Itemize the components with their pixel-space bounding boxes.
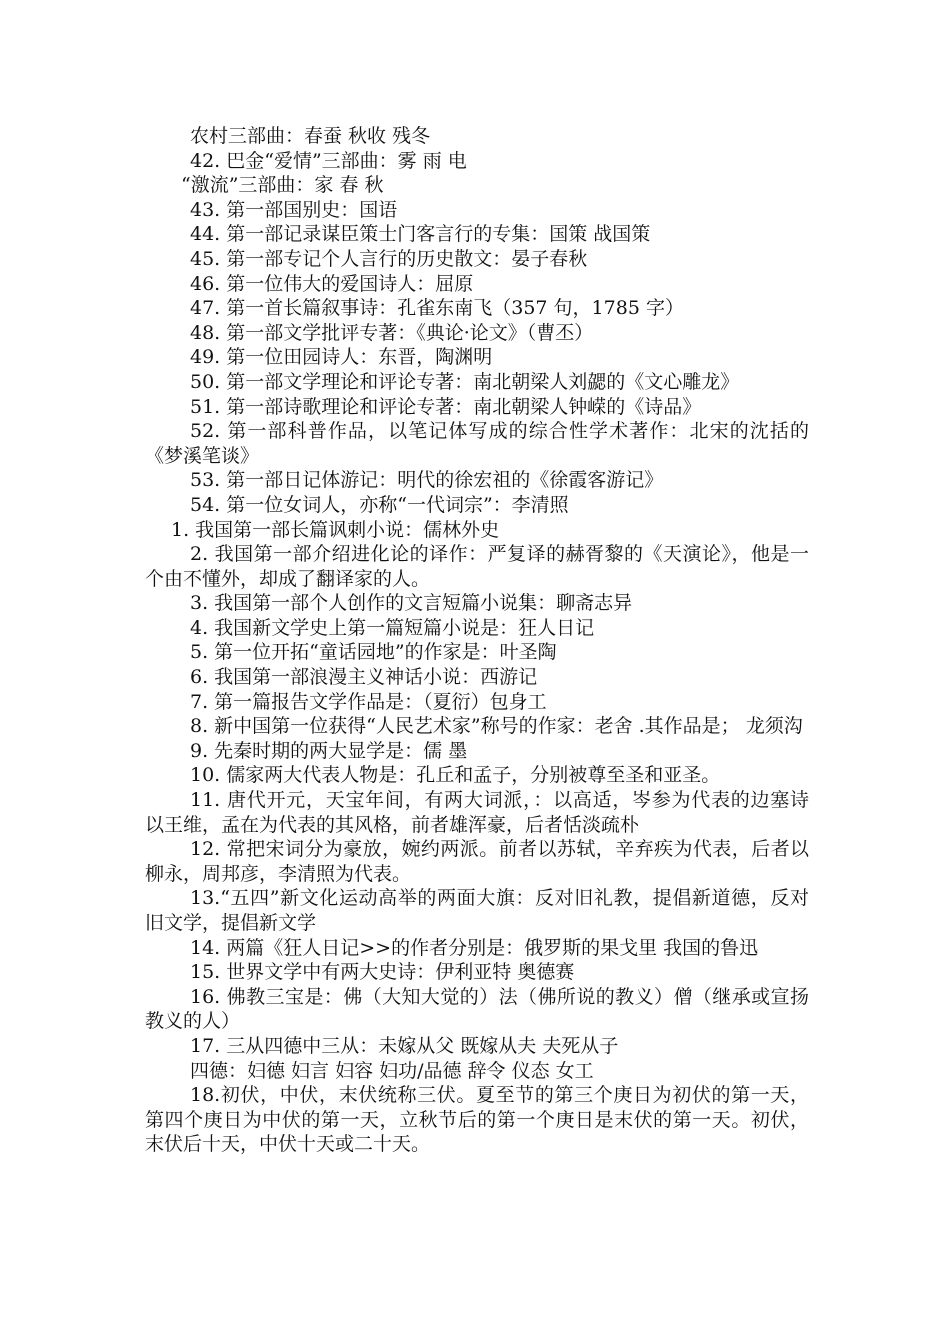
document-paragraph: 45. 第一部专记个人言行的历史散文：晏子春秋 xyxy=(190,247,588,270)
document-paragraph: 11. 唐代开元，天宝年间，有两大词派，：以高适，岑参为代表的边塞诗 以王维，孟在为代表的其风格，前者雄浑豪，后者恬淡疏朴 xyxy=(145,789,809,836)
document-paragraph: 47. 第一首长篇叙事诗：孔雀东南飞（357 句，1785 字） xyxy=(190,297,684,320)
document-paragraph: 6. 我国第一部浪漫主义神话小说：西游记 xyxy=(190,666,538,689)
document-paragraph: 48. 第一部文学批评专著：《典论·论文》（曹丕） xyxy=(190,321,594,344)
document-paragraph: “激流”三部曲：家 春 秋 xyxy=(181,174,384,197)
document-paragraph: 3. 我国第一部个人创作的文言短篇小说集：聊斋志异 xyxy=(190,592,633,615)
document-paragraph: 农村三部曲：春蚕 秋收 残冬 xyxy=(190,125,431,147)
document-paragraph: 17. 三从四德中三从：未嫁从父 既嫁从夫 夫死从子 xyxy=(190,1034,619,1057)
document-paragraph: 1. 我国第一部长篇讽刺小说：儒林外史 xyxy=(171,518,500,541)
document-paragraph: 52. 第一部科普作品，以笔记体写成的综合性学术著作：北宋的沈括的《梦溪笔谈》 xyxy=(145,420,809,467)
document-paragraph: 53. 第一部日记体游记：明代的徐宏祖的《徐霞客游记》 xyxy=(190,469,664,492)
document-paragraph: 42. 巴金“爱情”三部曲：雾 雨 电 xyxy=(190,149,467,172)
document-paragraph: 四德：妇德 妇言 妇容 妇功/品德 辞令 仪态 女工 xyxy=(190,1059,594,1082)
document-paragraph: 7. 第一篇报告文学作品是：（夏衍）包身工 xyxy=(190,690,547,713)
document-paragraph: 16. 佛教三宝是：佛（大知大觉的）法（佛所说的教义）僧（继承或宣扬教义的人） xyxy=(145,985,809,1033)
document-paragraph: 9. 先秦时期的两大显学是：儒 墨 xyxy=(190,739,468,762)
document-paragraph: 51. 第一部诗歌理论和评论专著：南北朝梁人钟嵘的《诗品》 xyxy=(190,395,702,418)
document-paragraph: 4. 我国新文学史上第一篇短篇小说是：狂人日记 xyxy=(190,616,595,639)
document-paragraph: 12. 常把宋词分为豪放，婉约两派。前者以苏轼，辛弃疾为代表，后者以柳永，周邦彦，李清照为代表。 xyxy=(145,838,809,885)
document-paragraph: 43. 第一部国别史：国语 xyxy=(190,198,398,221)
document-paragraph: 44. 第一部记录谋臣策士门客言行的专集：国策 战国策 xyxy=(190,223,651,246)
document-paragraph: 49. 第一位田园诗人：东晋，陶渊明 xyxy=(190,346,493,369)
document-paragraph: 54. 第一位女词人，亦称“一代词宗”：李清照 xyxy=(190,493,569,516)
document-paragraph: 15. 世界文学中有两大史诗：伊利亚特 奥德赛 xyxy=(190,961,575,984)
document-paragraph: 13.“五四”新文化运动高举的两面大旗：反对旧礼教，提倡新道德，反对旧文学，提倡新文学 xyxy=(145,887,809,934)
document-paragraph: 14. 两篇《狂人日记>>的作者分别是：俄罗斯的果戈里 我国的鲁迅 xyxy=(190,936,759,959)
document-paragraph: 10. 儒家两大代表人物是：孔丘和孟子，分别被尊至圣和亚圣。 xyxy=(190,764,721,787)
document-paragraph: 50. 第一部文学理论和评论专著：南北朝梁人刘勰的《文心雕龙》 xyxy=(190,370,740,393)
document-paragraph: 18.初伏，中伏，末伏统称三伏。夏至节的第三个庚日为初伏的第一天，第四个庚日为中伏的第一天，立秋节后的第一个庚日是末伏的第一天。初伏，末伏后十天，中伏十天或二十天。 xyxy=(145,1084,809,1156)
document-body xyxy=(145,124,809,1157)
document-paragraph: 5. 第一位开拓“童话园地”的作家是：叶圣陶 xyxy=(190,641,557,664)
document-paragraph: 2. 我国第一部介绍进化论的译作：严复译的赫胥黎的《天演论》，他是一个由不懂外，却成了翻译家的人。 xyxy=(145,543,809,590)
document-paragraph: 8. 新中国第一位获得“人民艺术家”称号的作家：老舍 .其作品是； 龙须沟 xyxy=(190,715,803,738)
document-paragraph: 46. 第一位伟大的爱国诗人：屈原 xyxy=(190,272,474,295)
